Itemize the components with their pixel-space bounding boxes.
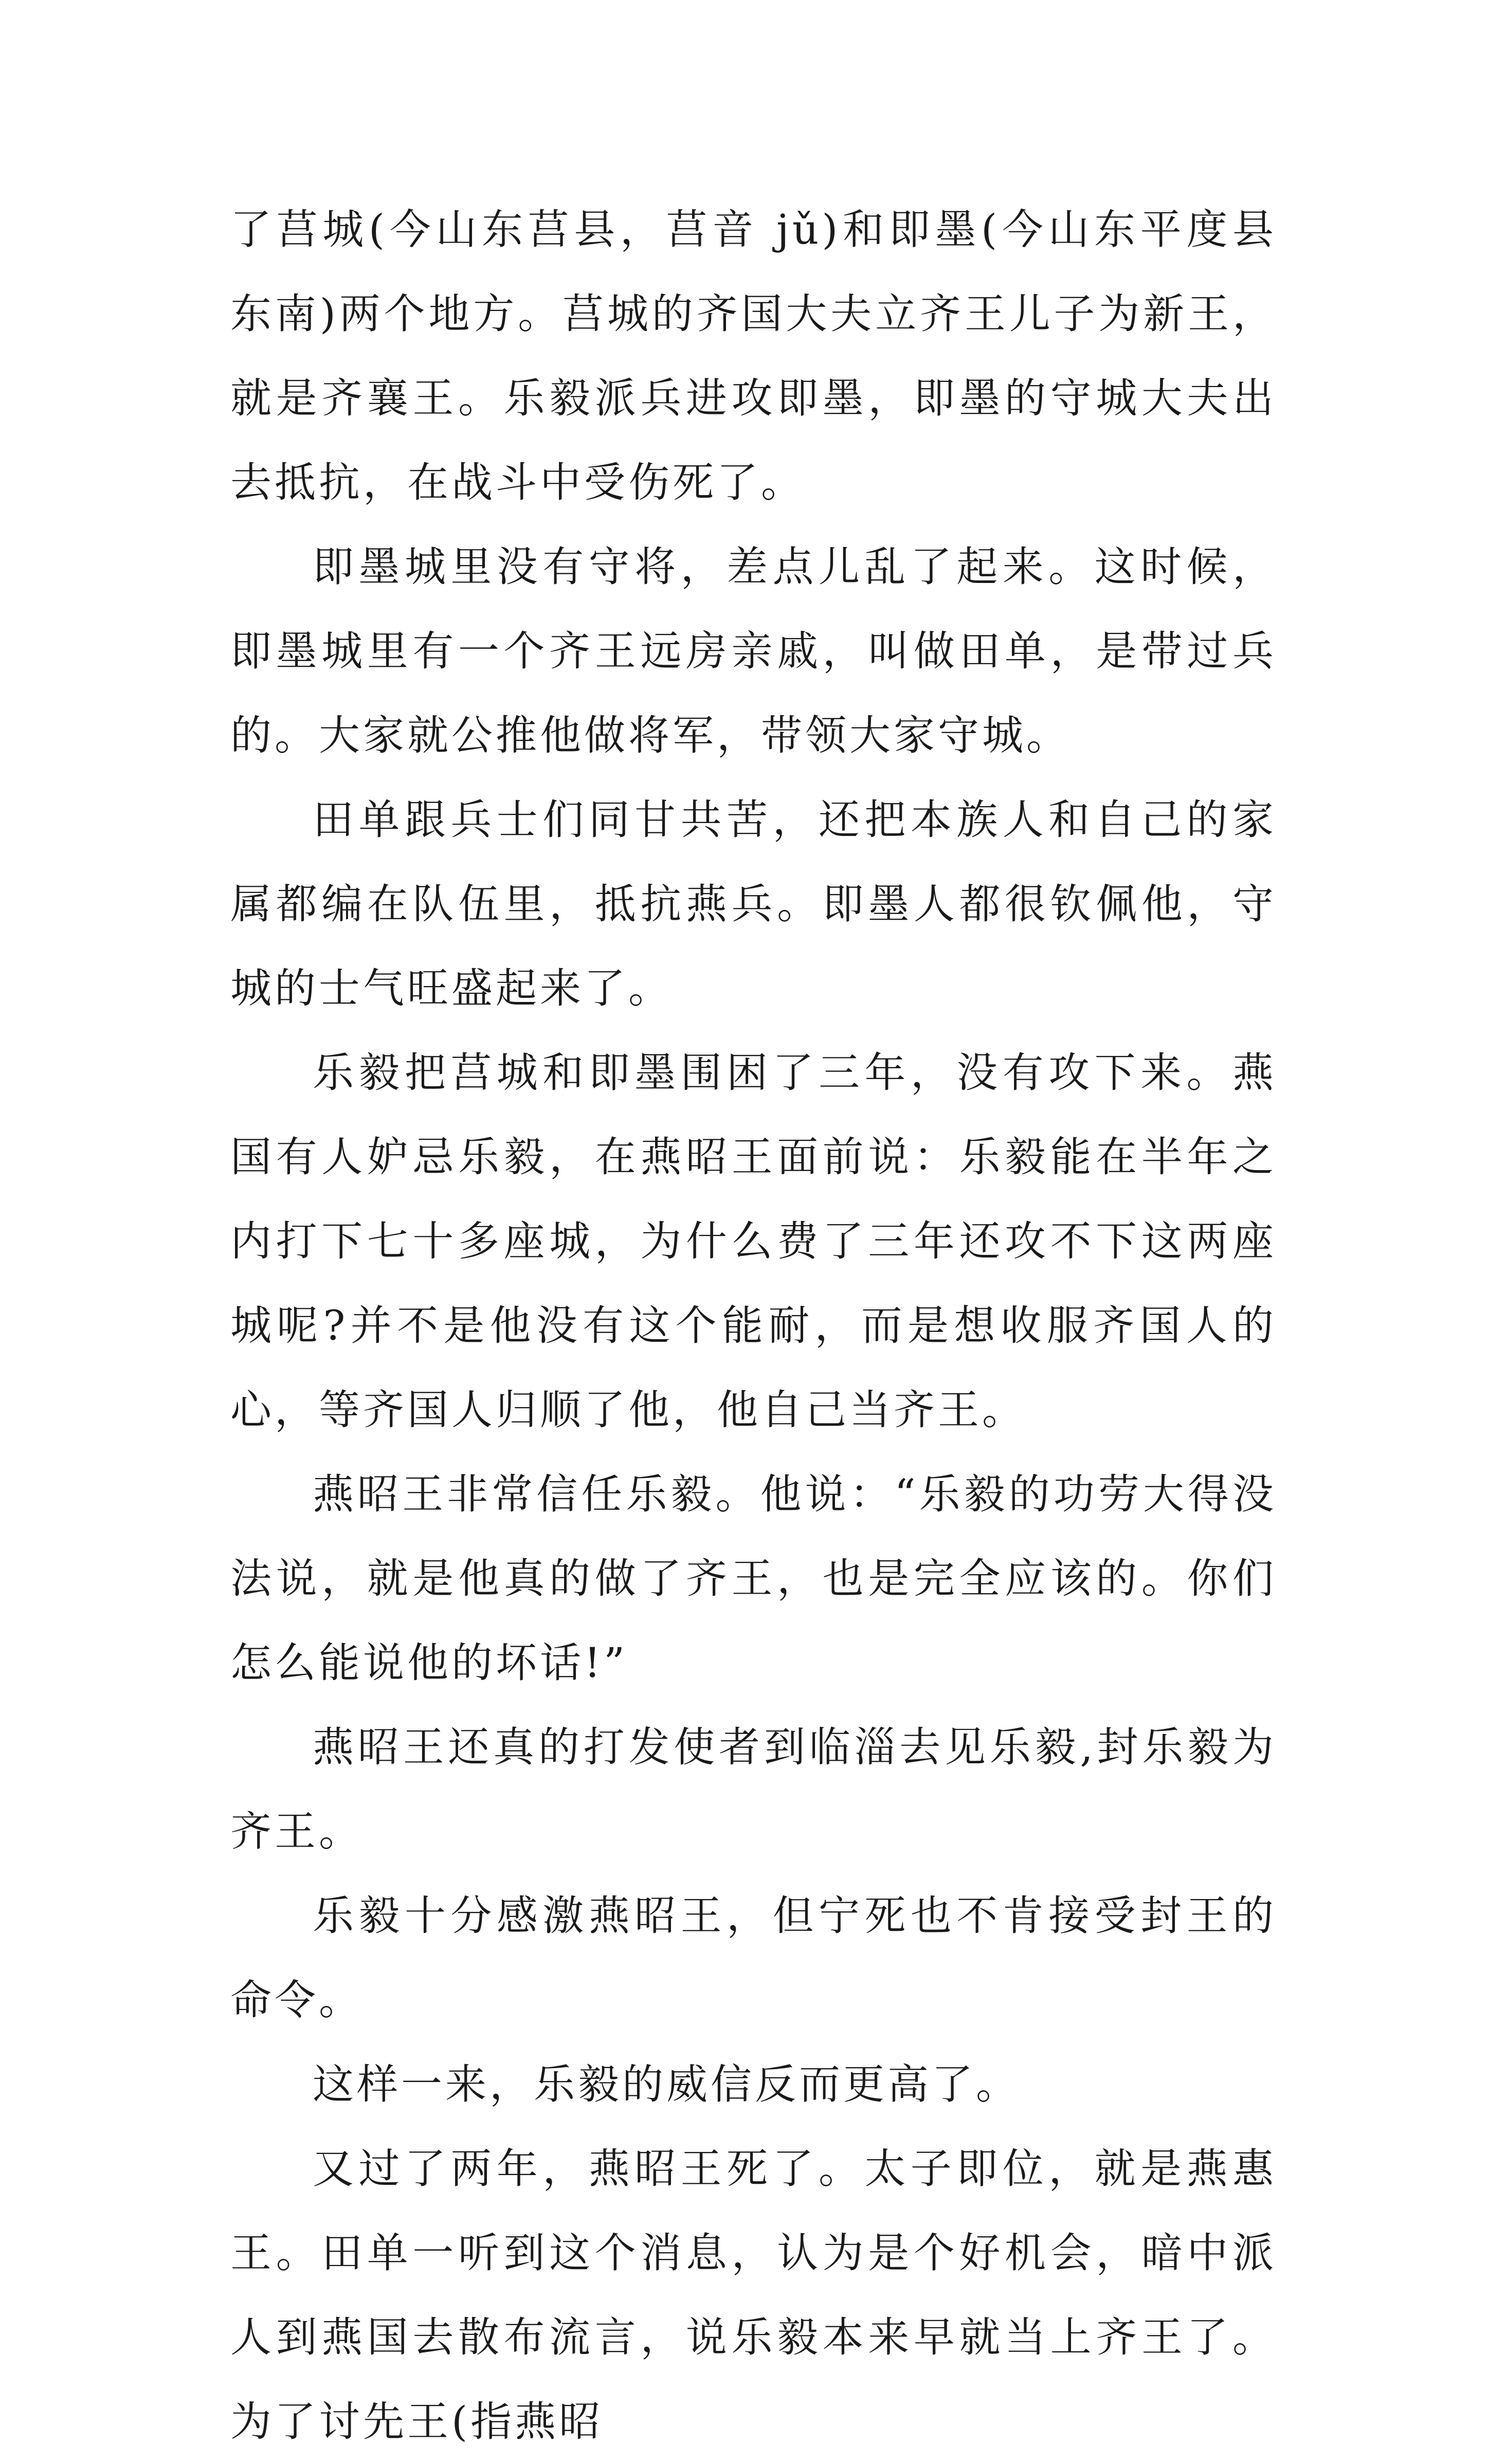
paragraph-9: 又过了两年，燕昭王死了。太子即位，就是燕惠王。田单一听到这个消息，认为是个好机会，暗中派人到燕国去散布流言，说乐毅本来早就当上齐王了。为了讨先王(指燕昭 xyxy=(230,2145,1277,2445)
paragraph-8: 这样一来，乐毅的威信反而更高了。 xyxy=(313,2060,1020,2108)
paragraph-3: 田单跟兵士们同甘共苦，还把本族人和自己的家属都编在队伍里，抵抗燕兵。即墨人都很钦佩他，守城的士气旺盛起来了。 xyxy=(230,796,1277,1012)
paragraph-2: 即墨城里没有守将，差点儿乱了起来。这时候，即墨城里有一个齐王远房亲戚，叫做田单，是带过兵的。大家就公推他做将军，带领大家守城。 xyxy=(230,543,1277,759)
paragraph-5: 燕昭王非常信任乐毅。他说：“乐毅的功劳大得没法说，就是他真的做了齐王，也是完全应该的。你们怎么能说他的坏话!” xyxy=(230,1470,1277,1687)
paragraph-6: 燕昭王还真的打发使者到临淄去见乐毅,封乐毅为齐王。 xyxy=(230,1723,1277,1855)
paragraph-4: 乐毅把莒城和即墨围困了三年，没有攻下来。燕国有人妒忌乐毅，在燕昭王面前说：乐毅能在半年之内打下七十多座城，为什么费了三年还攻不下这两座城呢?并不是他没有这个能耐，而是想收服齐国人的心，等齐国人归顺了他，他自己当齐王。 xyxy=(230,1049,1277,1434)
paragraph-1: 了莒城(今山东莒县，莒音 jǔ)和即墨(今山东平度县东南)两个地方。莒城的齐国大夫立齐王儿子为新王，就是齐襄王。乐毅派兵进攻即墨，即墨的守城大夫出去抵抗，在战斗中受伤死了。 xyxy=(230,206,1277,506)
paragraph-7: 乐毅十分感激燕昭王，但宁死也不肯接受封王的命令。 xyxy=(230,1892,1277,2024)
document-body xyxy=(230,188,1277,2464)
